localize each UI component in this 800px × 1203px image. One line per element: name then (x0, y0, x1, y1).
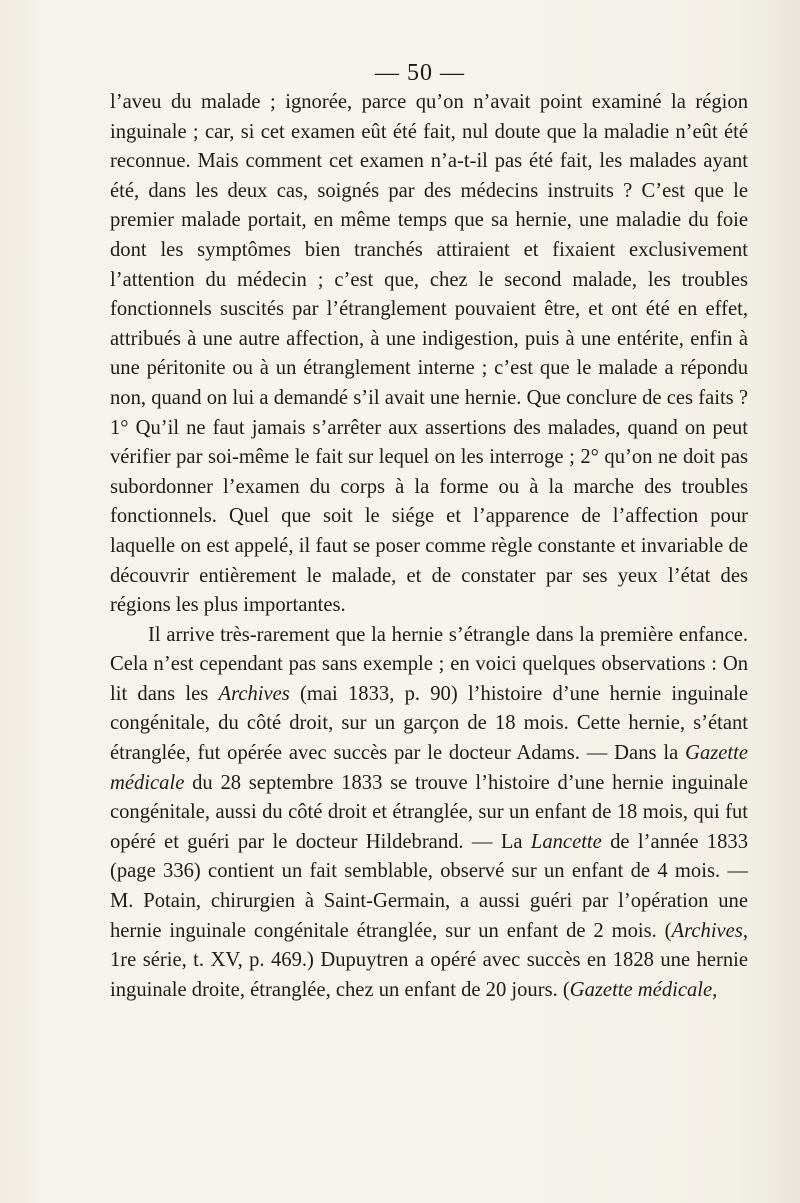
paragraph-2-segment: , (712, 978, 718, 1001)
journal-title-lancette: Lancette (530, 830, 602, 853)
body-text (110, 88, 748, 1005)
paragraph-1-segment: l’aveu du malade ; ignorée, parce qu’on n’avait point examiné la région inguinale ; car, si cet examen eût été fait, nul doute que la maladie n’eût été reconnue. Mais comment cet examen n’a-t-il pas été fait, les malades ayant été, dans les deux cas, soignés par des médecins instruits ? C’est que le premier malade portait, en même temps que sa hernie, une maladie du foie dont les symptômes bien tranchés attiraient et fixaient exclusivement l’attention du médecin ; c’est que, chez le second malade, les troubles fonctionnels suscités par l’étranglement pouvaient être, et ont été en effet, attribués à une autre affection, à une indigestion, puis à une entérite, enfin à une péritonite ou à un étranglement interne ; c’est que le malade a répondu non, quand on lui a demandé s’il avait une hernie. Que conclure de ces faits ? 1° Qu’il ne faut jamais s’arrêter aux assertions des malades, quand on peut vérifier par soi-même le fait sur lequel on les interroge ; 2° qu’on ne doit pas subordonner l’examen du corps à la forme ou à la marche des troubles fonctionnels. Quel que soit le siége et l’apparence de l’affection pour laquelle on est appelé, il faut se poser comme règle constante et invariable de découvrir entièrement le malade, et de constater par ses yeux l’état des régions les plus importantes. (110, 91, 748, 617)
paragraph-2-segment: (mai 1833, p. 90) l’histoire d’une hernie inguinale congénitale, du côté droit, sur un garçon de 18 mois. Cette hernie, s’étant étranglée, fut opérée avec succès par le docteur Adams. — Dans la (110, 682, 748, 765)
paragraph-2 (110, 621, 748, 1006)
journal-title-archives: Archives (218, 682, 290, 705)
paragraph-2-segment: Il arrive très-rarement que la hernie s’étrangle dans la première enfance. Cela n’est cependant pas sans exemple ; en voici quelques observations : On lit dans les (110, 623, 748, 705)
paragraph-1 (110, 88, 748, 621)
journal-title-gazette-medicale: Gazette médicale (569, 978, 713, 1001)
journal-title-archives: Archives (671, 919, 743, 942)
journal-title-gazette-medicale: Gazette médicale (110, 742, 748, 794)
paragraph-2-segment: du 28 septembre 1833 se trouve l’histoire d’une hernie inguinale congénitale, aussi du côté droit et étranglée, sur un enfant de 18 mois, qui fut opéré et guéri par le docteur Hildebrand. — La (110, 771, 748, 853)
page-number: — 50 — (375, 60, 465, 86)
paragraph-2-segment: de l’année 1833 (page 336) contient un fait semblable, observé sur un enfant de 4 mois. — M. Potain, chirurgien à Saint-Germain, a aussi guéri par l’opération une hernie inguinale congénitale étranglée, sur un enfant de 2 mois. ( (110, 830, 748, 942)
paragraph-2-segment: , 1re série, t. XV, p. 469.) Dupuytren a opéré avec succès en 1828 une hernie inguinale droite, étranglée, chez un enfant de 20 jours. ( (110, 919, 748, 1001)
